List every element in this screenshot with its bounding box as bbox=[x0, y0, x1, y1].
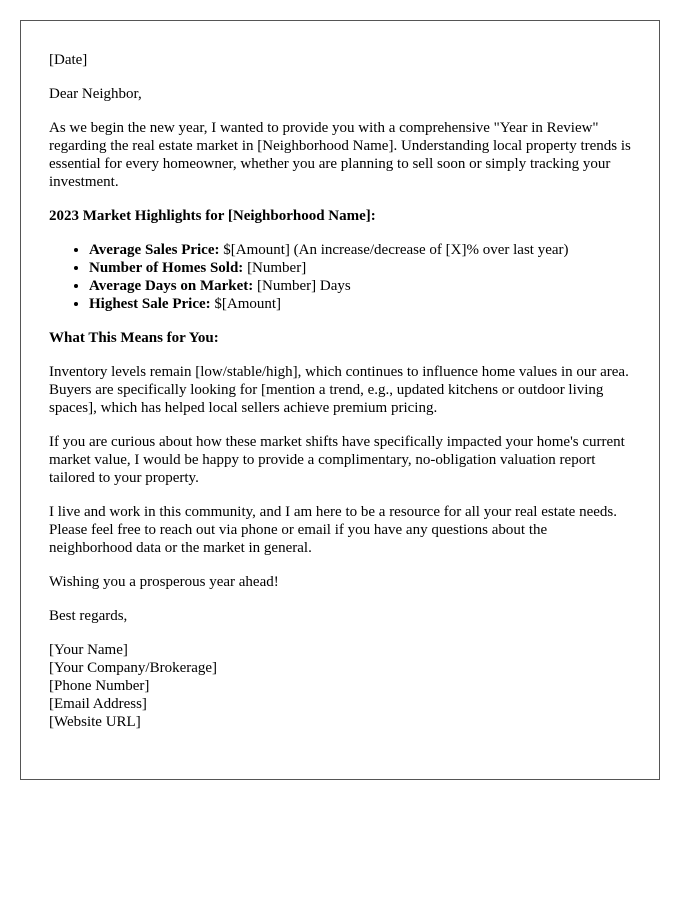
highlight-label: Number of Homes Sold: bbox=[89, 260, 244, 276]
closing-line: Best regards, bbox=[49, 608, 128, 624]
highlight-value: [Number] bbox=[243, 260, 307, 276]
resource-paragraph: I live and work in this community, and I am here to be a resource for all your real estate needs. Please feel free to reach out via phone or email if you have any questions about the neighborhood data or the market in general. bbox=[49, 504, 617, 556]
signature-name: [Your Name] bbox=[49, 642, 128, 658]
letter-date: [Date] bbox=[49, 52, 88, 68]
intro-paragraph: As we begin the new year, I wanted to provide you with a comprehensive "Year in Review" regarding the real estate market in [Neighborhood Name]. Understanding local property trends is essential for every homeowner, whether you are planning to sell soon or simply tracking your investment. bbox=[49, 120, 631, 190]
valuation-paragraph: If you are curious about how these market shifts have specifically impacted your home's current market value, I would be happy to provide a complimentary, no-obligation valuation report tailored to your property. bbox=[49, 434, 625, 486]
letter-body bbox=[20, 20, 660, 780]
highlights-list bbox=[49, 241, 631, 313]
highlight-value: $[Amount] (An increase/decrease of [X]% over last year) bbox=[219, 242, 569, 258]
wishes-line: Wishing you a prosperous year ahead! bbox=[49, 574, 279, 590]
meaning-heading: What This Means for You: bbox=[49, 330, 219, 346]
signature-phone: [Phone Number] bbox=[49, 678, 150, 694]
signature-company: [Your Company/Brokerage] bbox=[49, 660, 218, 676]
signature-block bbox=[49, 641, 631, 731]
signature-website: [Website URL] bbox=[49, 714, 141, 730]
list-item bbox=[89, 295, 631, 313]
inventory-paragraph: Inventory levels remain [low/stable/high], which continues to influence home values in our area. Buyers are specifically looking for [mention a trend, e.g., updated kitchens or outdoor living spaces], which has helped local sellers achieve premium pricing. bbox=[49, 364, 629, 416]
list-item bbox=[89, 277, 631, 295]
highlight-label: Average Days on Market: bbox=[89, 278, 254, 294]
highlights-heading: 2023 Market Highlights for [Neighborhood Name]: bbox=[49, 208, 376, 224]
greeting: Dear Neighbor, bbox=[49, 86, 142, 102]
highlight-label: Average Sales Price: bbox=[89, 242, 220, 258]
signature-email: [Email Address] bbox=[49, 696, 147, 712]
list-item bbox=[89, 241, 631, 259]
highlight-label: Highest Sale Price: bbox=[89, 296, 211, 312]
highlight-value: $[Amount] bbox=[210, 296, 282, 312]
highlight-value: [Number] Days bbox=[253, 278, 351, 294]
list-item bbox=[89, 259, 631, 277]
